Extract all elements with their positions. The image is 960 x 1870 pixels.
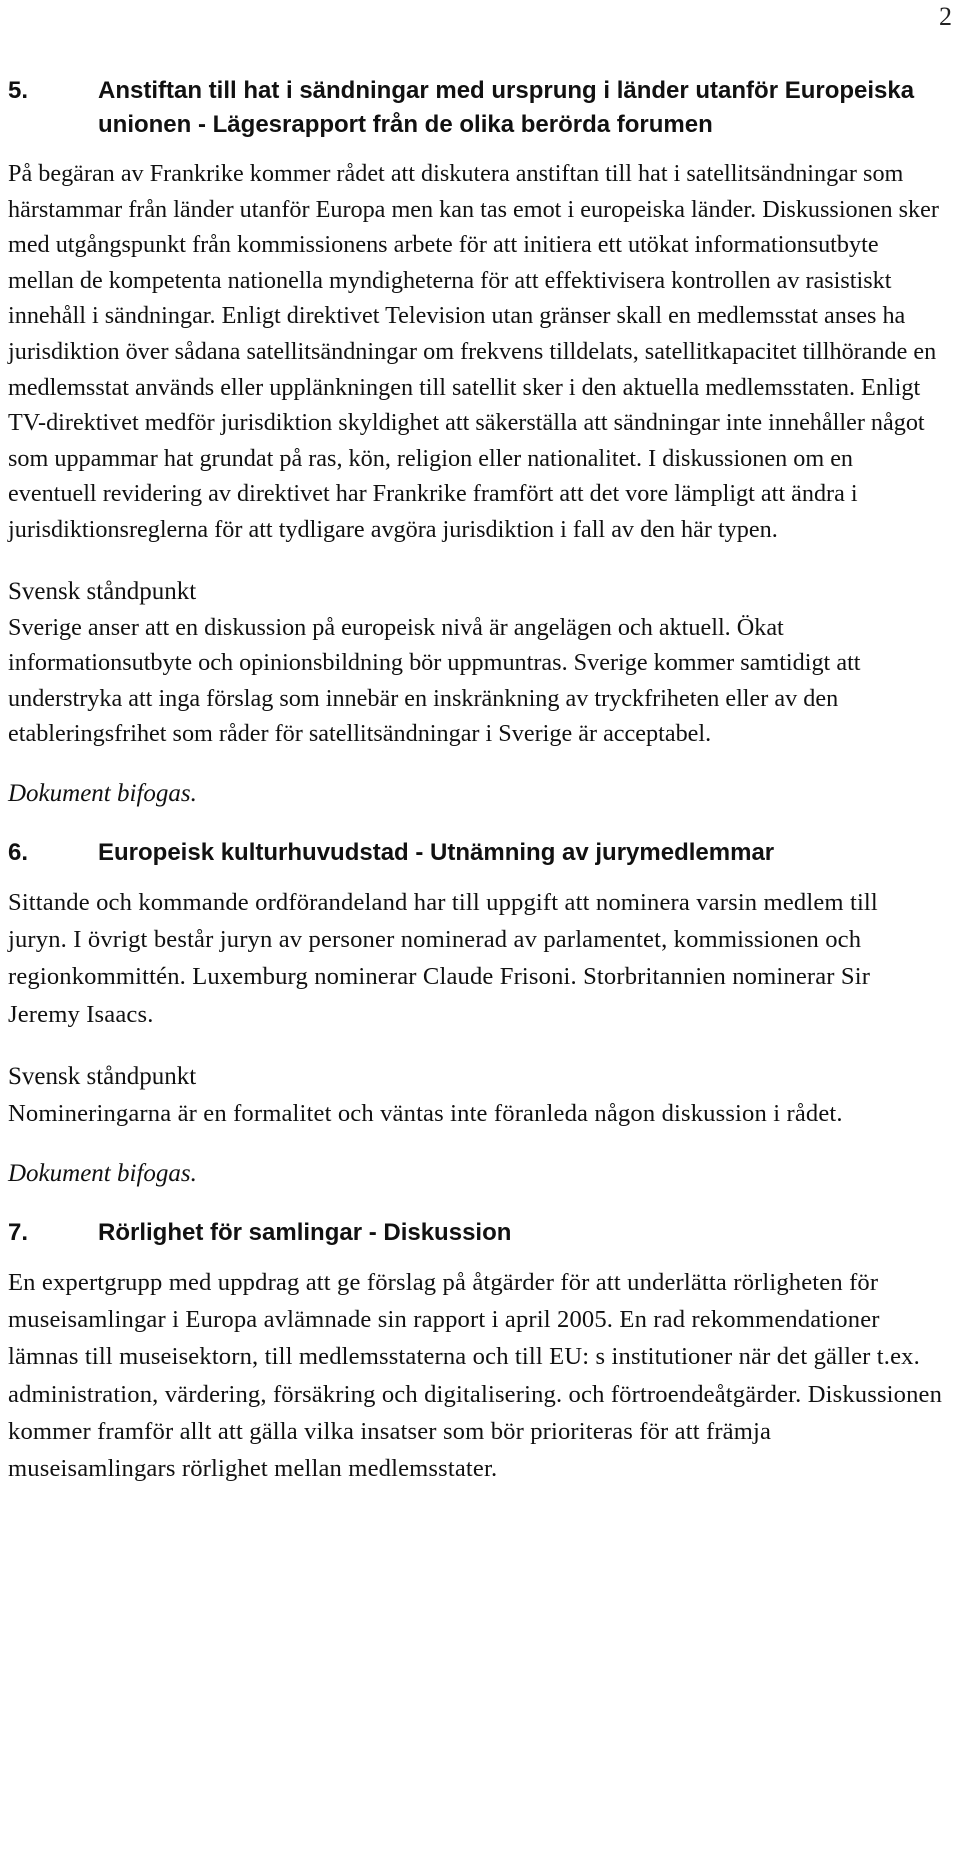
position-text: Nomineringarna är en formalitet och väntas inte föranleda någon diskussion i rådet. (8, 1099, 843, 1127)
section-number: 7. (8, 1218, 29, 1246)
section-6 (8, 836, 943, 1192)
section-heading (8, 1216, 943, 1250)
section-title: Rörlighet för samlingar - Diskussion (98, 1218, 512, 1246)
section-number: 5. (8, 77, 29, 104)
page-number: 2 (939, 2, 952, 31)
section-body: Sittande och kommande ordförandeland har till uppgift att nominera varsin medlem till juryn. I övrigt består juryn av personer nominerad av parlamentet, kommissionen och regionkommittén. Luxemburg nominerar Claude Frisoni. Storbritannien nominerar Sir Jeremy Isaacs. (8, 888, 878, 1028)
section-body: På begäran av Frankrike kommer rådet att diskutera anstiftan till hat i satellitsändningar som härstammar från länder utanför Europa men kan tas emot i europeiska länder. Diskussionen sker med utgångspunkt från kommissionens arbete för att initiera ett utökat informationsutbyte mellan de kompetenta nationella myndigheterna för att effektivisera kontrollen av rasistiskt innehåll i sändningar. Enligt direktivet Television utan gränser skall en medlemsstat anses ha jurisdiktion över sådana satellitsändningar om frekvens tilldelats, satellitkapacitet tillhörande en medlemsstat används eller upplänkningen till satellit sker i den aktuella medlemsstaten. Enligt TV-direktivet medför jurisdiktion skyldighet att säkerställa att sändningar inte innehåller något som uppammar hat grundat på ras, kön, religion eller nationalitet. I diskussionen om en eventuell revidering av direktivet har Frankrike framfört att det vore lämpligt att ändra i jurisdiktionsreglerna för att tydligare avgöra jurisdiktion i fall av den här typen. (8, 160, 939, 543)
section-heading (8, 74, 943, 142)
section-title: Anstiftan till hat i sändningar med ursprung i länder utanför Europeiska unionen - Lägesrapport från de olika berörda forumen (98, 77, 915, 138)
section-7 (8, 1216, 943, 1487)
document-attached-note: Dokument bifogas. (8, 779, 197, 807)
section-number: 6. (8, 838, 29, 866)
position-heading: Svensk ståndpunkt (8, 1062, 197, 1090)
position-heading: Svensk ståndpunkt (8, 577, 197, 605)
document-content (8, 74, 943, 1487)
document-attached-note: Dokument bifogas. (8, 1159, 197, 1187)
position-text: Sverige anser att en diskussion på europeisk nivå är angelägen och aktuell. Ökat informationsutbyte och opinionsbildning bör uppmuntras. Sverige kommer samtidigt att understryka att inga förslag som innebär en inskränkning av tryckfriheten eller av den etableringsfrihet som råder för satellitsändningar i Sverige är acceptabel. (8, 613, 861, 748)
section-heading (8, 836, 943, 870)
section-title: Europeisk kulturhuvudstad - Utnämning av jurymedlemmar (98, 838, 775, 866)
section-body: En expertgrupp med uppdrag att ge förslag på åtgärder för att underlätta rörligheten för museisamlingar i Europa avlämnade sin rapport i april 2005. En rad rekommendationer lämnas till museisektorn, till medlemsstaterna och till EU: s institutioner när det gäller t.ex. administration, värdering, försäkring och digitalisering. och förtroendeåtgärder. Diskussionen kommer framför allt att gälla vilka insatser som bör prioriteras för att främja museisamlingars rörlighet mellan medlemsstater. (8, 1268, 943, 1482)
section-5 (8, 74, 943, 812)
